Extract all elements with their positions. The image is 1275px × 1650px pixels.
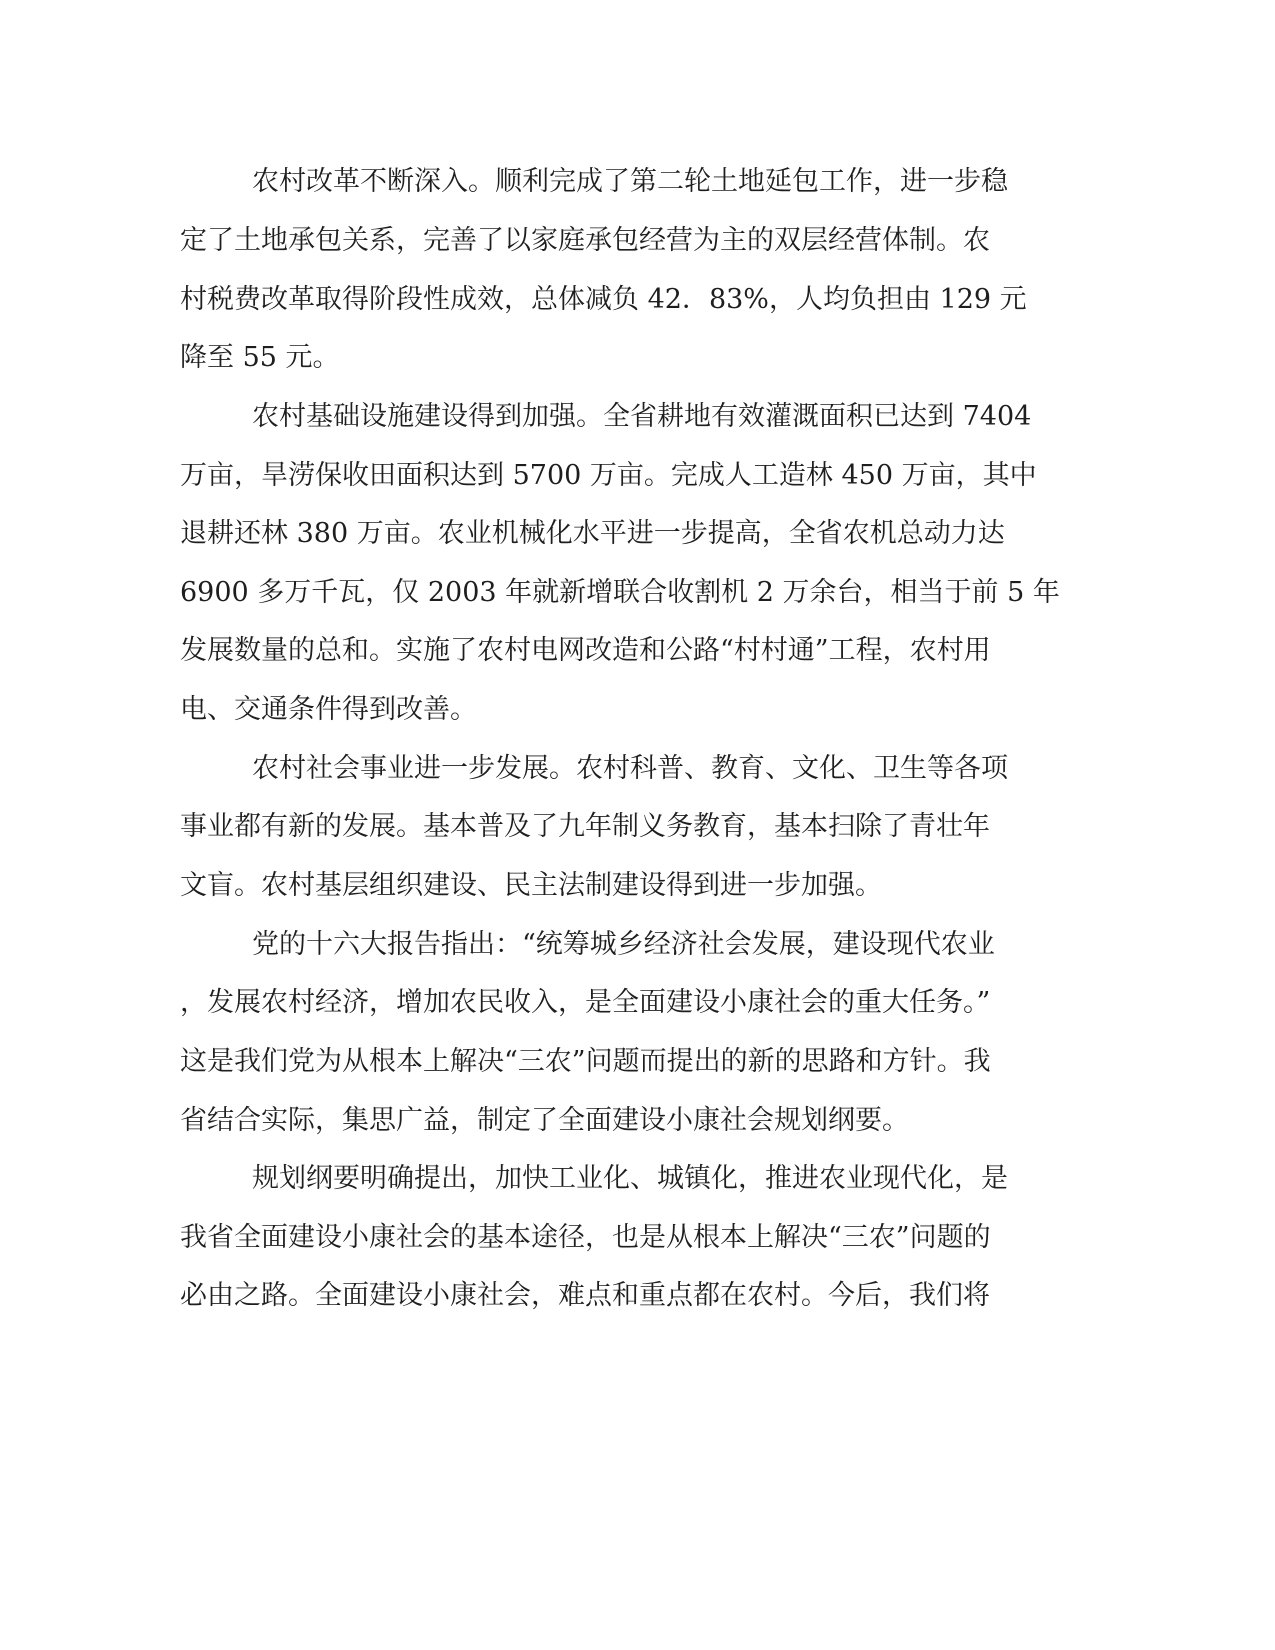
text-line: 我省全面建设小康社会的基本途径，也是从根本上解决“三农”问题的 [180,1222,991,1253]
text-line: 党的十六大报告指出：“统筹城乡经济社会发展，建设现代农业 [252,929,995,960]
text-line: 6900 多万千瓦，仅 2003 年就新增联合收割机 2 万余台，相当于前 5 年 [180,577,1060,608]
text-line: 事业都有新的发展。基本普及了九年制义务教育，基本扫除了青壮年 [180,811,990,842]
text-line: 文盲。农村基层组织建设、民主法制建设得到进一步加强。 [180,870,882,901]
text-line: 农村基础设施建设得到加强。全省耕地有效灌溉面积已达到 7404 [252,401,1032,432]
text-line: 退耕还林 380 万亩。农业机械化水平进一步提高，全省农机总动力达 [180,518,1005,549]
text-line: 万亩，旱涝保收田面积达到 5700 万亩。完成人工造林 450 万亩，其中 [180,460,1037,491]
text-line: 省结合实际，集思广益，制定了全面建设小康社会规划纲要。 [180,1105,909,1136]
text-line: 农村社会事业进一步发展。农村科普、教育、文化、卫生等各项 [252,753,1008,784]
text-line: 电、交通条件得到改善。 [180,694,477,725]
text-line: 定了土地承包关系，完善了以家庭承包经营为主的双层经营体制。农 [180,225,990,256]
text-line: 降至 55 元。 [180,342,340,373]
text-line: 必由之路。全面建设小康社会，难点和重点都在农村。今后，我们将 [180,1280,990,1311]
text-line: 规划纲要明确提出，加快工业化、城镇化，推进农业现代化，是 [252,1163,1008,1194]
text-line: 发展数量的总和。实施了农村电网改造和公路“村村通”工程，农村用 [180,635,991,666]
text-line: 农村改革不断深入。顺利完成了第二轮土地延包工作，进一步稳 [252,166,1008,197]
text-line: ，发展农村经济，增加农民收入，是全面建设小康社会的重大任务。” [180,987,991,1018]
text-line: 村税费改革取得阶段性成效，总体减负 42．83%，人均负担由 129 元 [180,284,1027,315]
text-line: 这是我们党为从根本上解决“三农”问题而提出的新的思路和方针。我 [180,1046,991,1077]
